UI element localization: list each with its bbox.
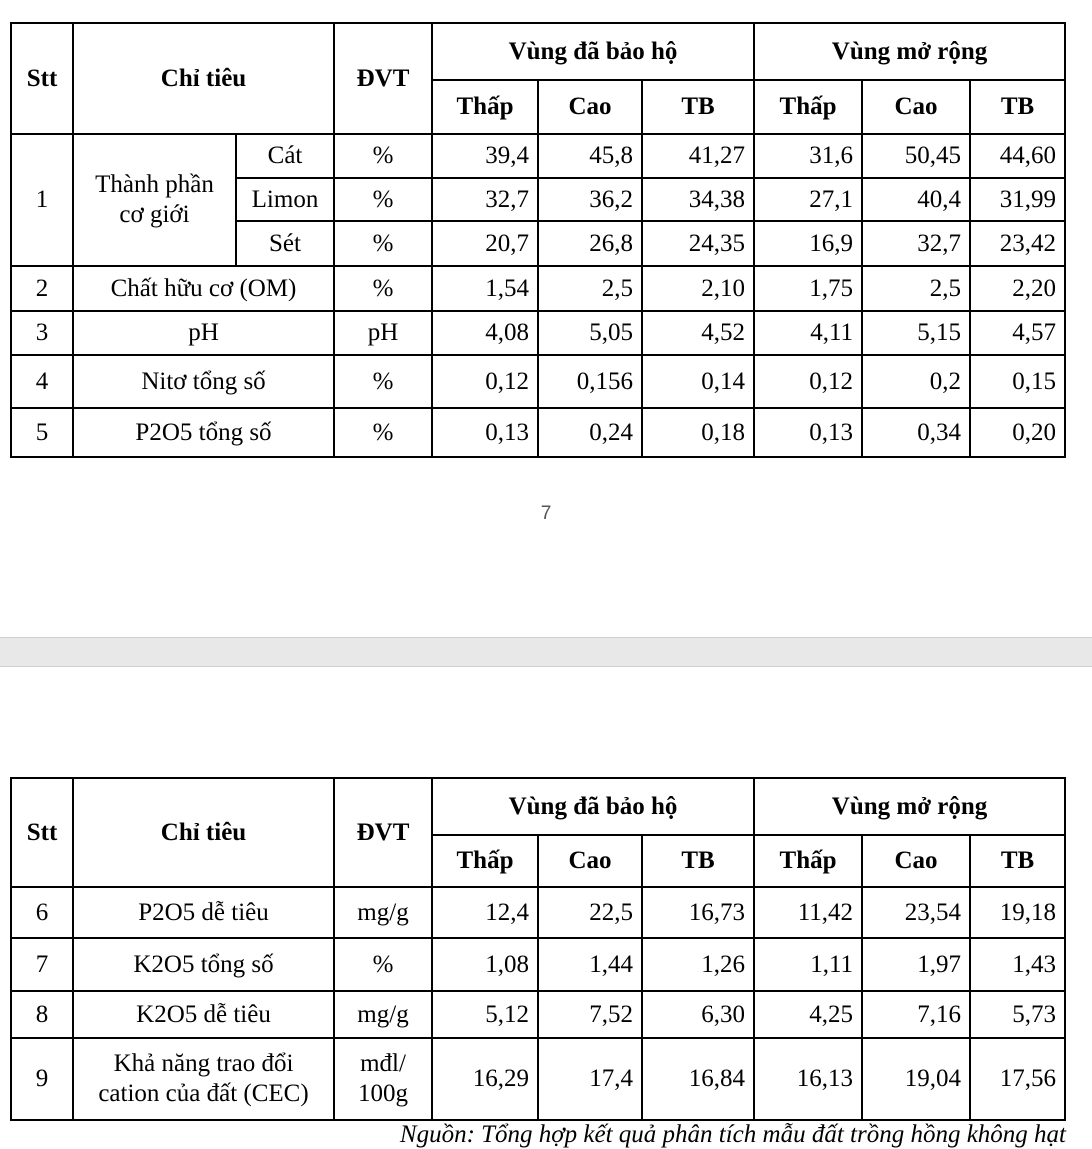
table-row (11, 134, 1065, 178)
cell-value: 16,29 (432, 1038, 538, 1120)
cell-value: 50,45 (862, 134, 970, 178)
cell-value: 0,156 (538, 355, 642, 408)
table-row (11, 1038, 1065, 1120)
header-expanded-zone: Vùng mở rộng (754, 778, 1065, 835)
row-stt: 7 (11, 938, 73, 991)
cell-value: 6,30 (642, 991, 754, 1038)
row-unit: % (334, 134, 432, 178)
table-row (11, 311, 1065, 355)
cell-value: 1,44 (538, 938, 642, 991)
cell-value: 24,35 (642, 221, 754, 266)
cell-value: 5,15 (862, 311, 970, 355)
header-dvt: ĐVT (334, 778, 432, 887)
table-row (11, 266, 1065, 311)
cell-value: 2,5 (538, 266, 642, 311)
header-low: Thấp (754, 80, 862, 134)
cell-value: 19,04 (862, 1038, 970, 1120)
soil-table-part-2 (10, 777, 1066, 1121)
cell-value: 7,16 (862, 991, 970, 1038)
cell-value: 45,8 (538, 134, 642, 178)
table-row (11, 355, 1065, 408)
cell-value: 17,56 (970, 1038, 1065, 1120)
header-protected-zone: Vùng đã bảo hộ (432, 23, 754, 80)
row-unit: mg/g (334, 887, 432, 938)
header-low: Thấp (432, 80, 538, 134)
header-high: Cao (862, 80, 970, 134)
cell-value: 1,08 (432, 938, 538, 991)
cell-value: 7,52 (538, 991, 642, 1038)
header-high: Cao (862, 835, 970, 887)
cell-value: 2,10 (642, 266, 754, 311)
cell-value: 5,05 (538, 311, 642, 355)
soil-table-part-1 (10, 22, 1066, 458)
cell-value: 16,84 (642, 1038, 754, 1120)
page-break (0, 637, 1092, 667)
header-high: Cao (538, 80, 642, 134)
row-stt: 3 (11, 311, 73, 355)
cell-value: 41,27 (642, 134, 754, 178)
row-unit: mg/g (334, 991, 432, 1038)
row-stt: 2 (11, 266, 73, 311)
cell-value: 20,7 (432, 221, 538, 266)
cell-value: 1,97 (862, 938, 970, 991)
cell-value: 23,54 (862, 887, 970, 938)
cell-value: 0,13 (754, 408, 862, 457)
cell-value: 26,8 (538, 221, 642, 266)
row-name: K2O5 tổng số (73, 938, 334, 991)
row-stt: 8 (11, 991, 73, 1038)
cell-value: 5,12 (432, 991, 538, 1038)
cell-value: 17,4 (538, 1038, 642, 1120)
row-subname: Sét (236, 221, 334, 266)
row-stt: 6 (11, 887, 73, 938)
cell-value: 32,7 (862, 221, 970, 266)
cell-value: 34,38 (642, 178, 754, 221)
row-unit: % (334, 408, 432, 457)
cell-value: 12,4 (432, 887, 538, 938)
header-chi-tieu: Chỉ tiêu (73, 778, 334, 887)
row-name: pH (73, 311, 334, 355)
cell-value: 1,43 (970, 938, 1065, 991)
cell-value: 40,4 (862, 178, 970, 221)
table-row (11, 991, 1065, 1038)
header-dvt: ĐVT (334, 23, 432, 134)
header-low: Thấp (754, 835, 862, 887)
row-subname: Cát (236, 134, 334, 178)
cell-value: 1,26 (642, 938, 754, 991)
cell-value: 19,18 (970, 887, 1065, 938)
cell-value: 31,99 (970, 178, 1065, 221)
cell-value: 39,4 (432, 134, 538, 178)
row-name: Khả năng trao đổi cation của đất (CEC) (73, 1038, 334, 1120)
cell-value: 16,13 (754, 1038, 862, 1120)
cell-value: 4,08 (432, 311, 538, 355)
header-avg: TB (970, 80, 1065, 134)
cell-value: 0,13 (432, 408, 538, 457)
source-note: Nguồn: Tổng hợp kết quả phân tích mẫu đất trồng hồng không hạt (399, 1121, 1066, 1148)
cell-value: 16,73 (642, 887, 754, 938)
cell-value: 1,11 (754, 938, 862, 991)
table-row (11, 408, 1065, 457)
row-stt: 9 (11, 1038, 73, 1120)
row-unit: % (334, 221, 432, 266)
cell-value: 36,2 (538, 178, 642, 221)
header-avg: TB (970, 835, 1065, 887)
row-name: Chất hữu cơ (OM) (73, 266, 334, 311)
row-unit: mđl/ 100g (334, 1038, 432, 1120)
cell-value: 1,54 (432, 266, 538, 311)
table-row (11, 887, 1065, 938)
cell-value: 4,52 (642, 311, 754, 355)
row-name: K2O5 dễ tiêu (73, 991, 334, 1038)
cell-value: 1,75 (754, 266, 862, 311)
header-stt: Stt (11, 778, 73, 887)
cell-value: 11,42 (754, 887, 862, 938)
header-stt: Stt (11, 23, 73, 134)
cell-value: 0,34 (862, 408, 970, 457)
row-unit: % (334, 355, 432, 408)
cell-value: 0,12 (754, 355, 862, 408)
table-row (11, 938, 1065, 991)
header-expanded-zone: Vùng mở rộng (754, 23, 1065, 80)
header-protected-zone: Vùng đã bảo hộ (432, 778, 754, 835)
row-unit: % (334, 938, 432, 991)
header-high: Cao (538, 835, 642, 887)
cell-value: 16,9 (754, 221, 862, 266)
row-name: Thành phần cơ giới (73, 134, 236, 266)
row-unit: % (334, 178, 432, 221)
cell-value: 0,20 (970, 408, 1065, 457)
cell-value: 4,57 (970, 311, 1065, 355)
header-avg: TB (642, 80, 754, 134)
cell-value: 22,5 (538, 887, 642, 938)
header-avg: TB (642, 835, 754, 887)
cell-value: 23,42 (970, 221, 1065, 266)
cell-value: 2,20 (970, 266, 1065, 311)
cell-value: 2,5 (862, 266, 970, 311)
row-name: P2O5 tổng số (73, 408, 334, 457)
cell-value: 5,73 (970, 991, 1065, 1038)
cell-value: 0,24 (538, 408, 642, 457)
cell-value: 0,14 (642, 355, 754, 408)
row-name: P2O5 dễ tiêu (73, 887, 334, 938)
cell-value: 4,11 (754, 311, 862, 355)
row-stt: 1 (11, 134, 73, 266)
row-name: Nitơ tổng số (73, 355, 334, 408)
cell-value: 31,6 (754, 134, 862, 178)
cell-value: 44,60 (970, 134, 1065, 178)
cell-value: 32,7 (432, 178, 538, 221)
header-low: Thấp (432, 835, 538, 887)
row-stt: 4 (11, 355, 73, 408)
header-chi-tieu: Chỉ tiêu (73, 23, 334, 134)
row-unit: % (334, 266, 432, 311)
cell-value: 4,25 (754, 991, 862, 1038)
row-unit: pH (334, 311, 432, 355)
cell-value: 0,18 (642, 408, 754, 457)
page-number: 7 (540, 503, 552, 524)
cell-value: 0,12 (432, 355, 538, 408)
cell-value: 27,1 (754, 178, 862, 221)
row-stt: 5 (11, 408, 73, 457)
cell-value: 0,15 (970, 355, 1065, 408)
cell-value: 0,2 (862, 355, 970, 408)
row-subname: Limon (236, 178, 334, 221)
